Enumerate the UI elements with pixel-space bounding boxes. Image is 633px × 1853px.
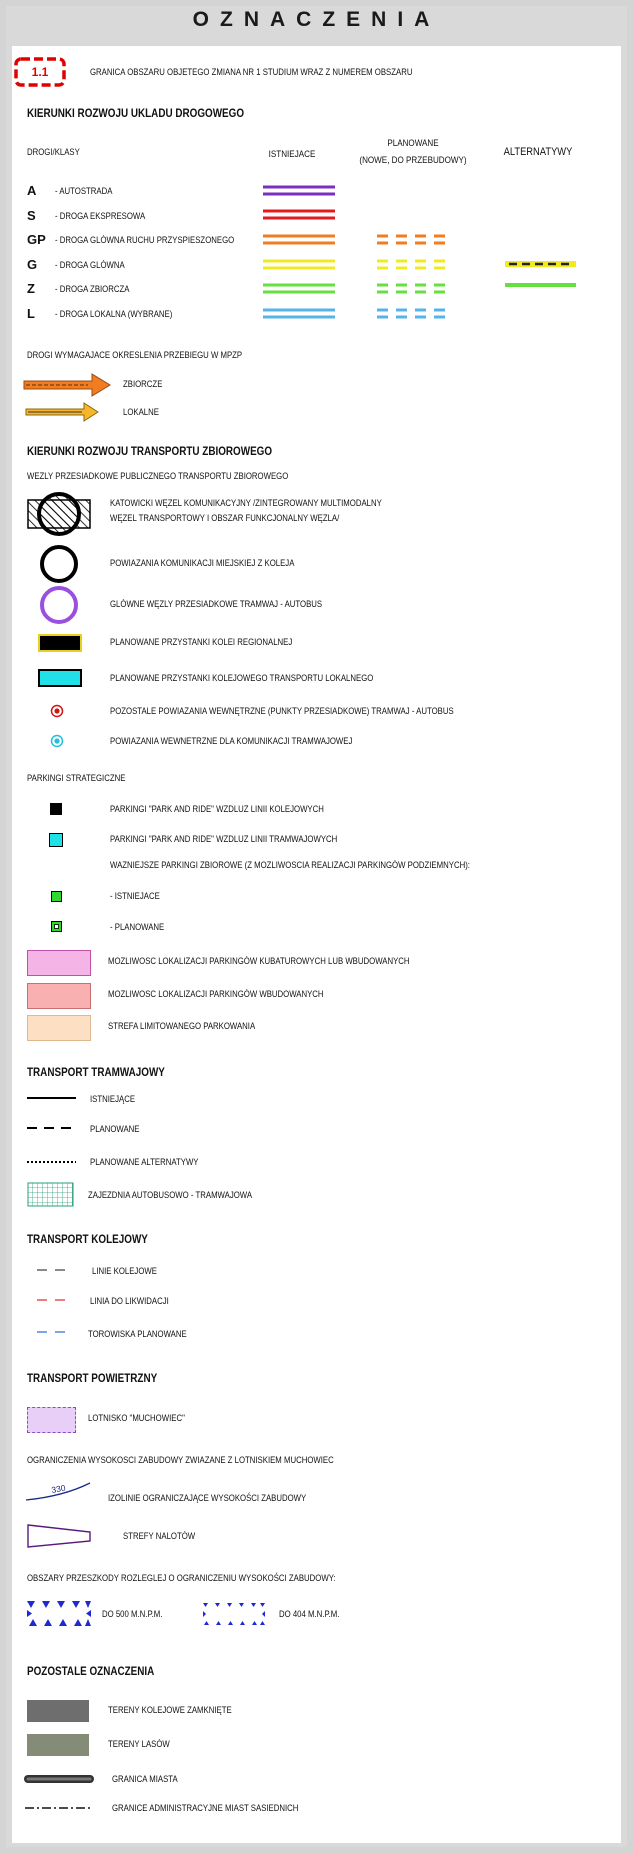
cubature-parking-label: MOZLIWOSC LOKALIZACJI PARKINGÓW KUBATUROWYCH LUB WBUDOWANYCH xyxy=(108,956,410,967)
road-code-gp: GP xyxy=(27,232,46,247)
tram-existing-label: ISTNIEJĄCE xyxy=(90,1094,136,1105)
important-parking-label: WAZNIEJSZE PARKINGI ZBIOROWE (Z MOZLIWOSCIA REALIZACJI PARKINGÓW PODZIEMNYCH): xyxy=(110,860,470,871)
road-code-l: L xyxy=(27,306,35,321)
road-planned-gp xyxy=(377,236,449,243)
rail-closed-label: TERENY KOLEJOWE ZAMKNIĘTE xyxy=(108,1705,232,1716)
roads-col-planned-2: (NOWE, DO PRZEBUDOWY) xyxy=(359,155,467,166)
transit-subheading: WEZLY PRZESIADKOWE PUBLICZNEGO TRANSPORTU ZBIOROWEGO xyxy=(27,471,289,482)
road-code-s: S xyxy=(27,208,36,223)
katowice-node-label-1: KATOWICKI WĘZEL KOMUNIKACYJNY /ZINTEGROWANY MULTIMODALNY xyxy=(110,498,382,509)
road-existing-s xyxy=(263,211,335,218)
main-nodes-label: GLÓWNE WĘZLY PRZESIADKOWE TRAMWAJ - AUTOBUS xyxy=(110,599,323,610)
parking-planned-symbol xyxy=(51,921,63,933)
road-label-a: - AUTOSTRADA xyxy=(55,186,113,197)
tram-links-symbol xyxy=(50,734,64,748)
roads-col-alt: ALTERNATYWY xyxy=(503,146,573,158)
road-existing-a xyxy=(263,187,335,194)
road-planned-z xyxy=(377,285,449,292)
other-links-label: POZOSTALE POWIAZANIA WEWNĘTRZNE (PUNKTY PRZESIADKOWE) TRAMWAJ - AUTOBUS xyxy=(110,706,454,717)
parking-heading: PARKINGI STRATEGICZNE xyxy=(27,773,126,784)
local-stops-symbol xyxy=(38,669,82,687)
pr-tram-symbol xyxy=(49,833,63,847)
tram-planned-label: PLANOWANE xyxy=(90,1124,140,1135)
mpzp-collector-arrow xyxy=(22,372,117,398)
tram-alt-label: PLANOWANE ALTERNATYWY xyxy=(90,1157,199,1168)
limited-parking-label: STREFA LIMITOWANEGO PARKOWANIA xyxy=(108,1021,256,1032)
city-border-label: GRANICA MIASTA xyxy=(112,1774,178,1785)
roads-col-existing: ISTNIEJACE xyxy=(268,149,316,160)
roads-col-class: DROGI/KLASY xyxy=(27,147,80,158)
regional-stops-label: PLANOWANE PRZYSTANKI KOLEI REGIONALNEJ xyxy=(110,637,293,648)
rail-planned-label: TOROWISKA PLANOWANE xyxy=(88,1329,187,1340)
forests-label: TERENY LASÓW xyxy=(108,1739,170,1750)
road-code-g: G xyxy=(27,257,38,272)
road-existing-l xyxy=(263,310,335,317)
road-symbols xyxy=(0,0,633,330)
road-label-l: - DROGA LOKALNA (WYBRANE) xyxy=(55,309,173,320)
height-limits-heading: OGRANICZENIA WYSOKOSCI ZABUDOWY ZWIAZANE Z LOTNISKIEM MUCHOWIEC xyxy=(27,1455,334,1466)
isoline-value: 330 xyxy=(50,1482,67,1495)
local-stops-label: PLANOWANE PRZYSTANKI KOLEJOWEGO TRANSPORTU LOKALNEGO xyxy=(110,673,374,684)
built-in-parking-label: MOZLIWOSC LOKALIZACJI PARKINGÓW WBUDOWANYCH xyxy=(108,989,324,1000)
mpzp-local-arrow xyxy=(24,402,104,422)
limited-parking-swatch xyxy=(27,1015,91,1041)
cubature-parking-swatch xyxy=(27,950,91,976)
built-in-parking-swatch xyxy=(27,983,91,1009)
rail-heading: TRANSPORT KOLEJOWY xyxy=(27,1234,148,1246)
airport-label: LOTNISKO "MUCHOWIEC" xyxy=(88,1413,185,1424)
rail-links-symbol xyxy=(38,543,80,585)
mpzp-local-label: LOKALNE xyxy=(123,407,159,418)
approach-zone-label: STREFY NALOTÓW xyxy=(123,1531,196,1542)
obstacle-404-label: DO 404 M.N.P.M. xyxy=(279,1609,340,1620)
mpzp-heading: DROGI WYMAGAJACE OKRESLENIA PRZEBIEGU W MPZP xyxy=(27,350,243,361)
main-nodes-symbol xyxy=(38,584,80,626)
forests-swatch xyxy=(27,1734,89,1756)
rail-closed-swatch xyxy=(27,1700,89,1722)
tram-depot-symbol xyxy=(27,1182,75,1208)
regional-stops-symbol xyxy=(38,634,82,652)
area-boundary-label: GRANICA OBSZARU OBJETEGO ZMIANA NR 1 STUDIUM WRAZ Z NUMEREM OBSZARU xyxy=(90,67,413,78)
other-heading: POZOSTALE OZNACZENIA xyxy=(27,1666,155,1678)
katowice-node-symbol xyxy=(26,492,92,538)
transit-heading: KIERUNKI ROZWOJU TRANSPORTU ZBIOROWEGO xyxy=(27,446,273,458)
rail-line-symbols xyxy=(36,1265,72,1340)
mpzp-collector-label: ZBIORCZE xyxy=(123,379,163,390)
city-border-symbol xyxy=(22,1771,96,1787)
area-badge-number: 1.1 xyxy=(31,65,49,79)
katowice-node-label-2: WĘZEL TRANSPORTOWY I OBSZAR FUNKCJONALNY WĘZLA/ xyxy=(110,513,340,524)
isolines-label: IZOLINIE OGRANICZAJĄCE WYSOKOŚCI ZABUDOWY xyxy=(108,1493,307,1504)
tram-links-label: POWIAZANIA WEWNETRZNE DLA KOMUNIKACJI TRAMWAJOWEJ xyxy=(110,736,353,747)
roads-col-planned-1: PLANOWANE xyxy=(387,138,439,149)
road-label-z: - DROGA ZBIORCZA xyxy=(55,284,130,295)
road-existing-z xyxy=(263,285,335,292)
parking-existing-symbol xyxy=(51,891,62,902)
legend-title: OZNACZENIA xyxy=(192,8,441,31)
rail-links-label: POWIAZANIA KOMUNIKACJI MIEJSKIEJ Z KOLEJA xyxy=(110,558,295,569)
airport-swatch xyxy=(27,1407,76,1433)
neighbor-border-label: GRANICE ADMINISTRACYJNE MIAST SASIEDNICH xyxy=(112,1803,299,1814)
pr-tram-label: PARKINGI "PARK AND RIDE" WZDLUZ LINII TRAMWAJOWYCH xyxy=(110,834,338,845)
road-planned-g xyxy=(377,261,449,268)
other-links-symbol xyxy=(50,704,64,718)
pr-rail-symbol xyxy=(50,803,62,815)
road-label-s: - DROGA EKSPRESOWA xyxy=(55,211,146,222)
air-heading: TRANSPORT POWIETRZNY xyxy=(27,1373,158,1385)
obstacle-500-symbol xyxy=(25,1599,93,1629)
road-planned-l xyxy=(377,310,449,317)
neighbor-border-symbol xyxy=(24,1803,94,1813)
tram-depot-label: ZAJEZDNIA AUTOBUSOWO - TRAMWAJOWA xyxy=(88,1190,253,1201)
road-label-g: - DROGA GLÓWNA xyxy=(55,260,125,271)
obstacle-404-symbol xyxy=(201,1601,267,1627)
approach-zone-symbol xyxy=(26,1522,92,1550)
road-code-z: Z xyxy=(27,281,35,296)
tram-heading: TRANSPORT TRAMWAJOWY xyxy=(27,1067,165,1079)
isoline-symbol xyxy=(24,1480,94,1504)
obstacle-500-label: DO 500 M.N.P.M. xyxy=(102,1609,163,1620)
road-code-a: A xyxy=(27,183,37,198)
parking-planned-label: - PLANOWANE xyxy=(110,922,165,933)
road-label-gp: - DROGA GLÓWNA RUCHU PRZYSPIESZONEGO xyxy=(55,235,235,246)
rail-lines-label: LINIE KOLEJOWE xyxy=(92,1266,157,1277)
rail-liquidation-label: LINIA DO LIKWIDACJI xyxy=(90,1296,169,1307)
obstacles-heading: OBSZARY PRZESZKODY ROZLEGLEJ O OGRANICZENIU WYSOKOŚCI ZABUDOWY: xyxy=(27,1573,336,1584)
roads-heading: KIERUNKI ROZWOJU UKLADU DROGOWEGO xyxy=(27,108,245,120)
road-existing-g xyxy=(263,261,335,268)
road-existing-gp xyxy=(263,236,335,243)
tram-line-symbols xyxy=(26,1090,78,1190)
pr-rail-label: PARKINGI "PARK AND RIDE" WZDLUZ LINII KOLEJOWYCH xyxy=(110,804,324,815)
parking-existing-label: - ISTNIEJACE xyxy=(110,891,160,902)
